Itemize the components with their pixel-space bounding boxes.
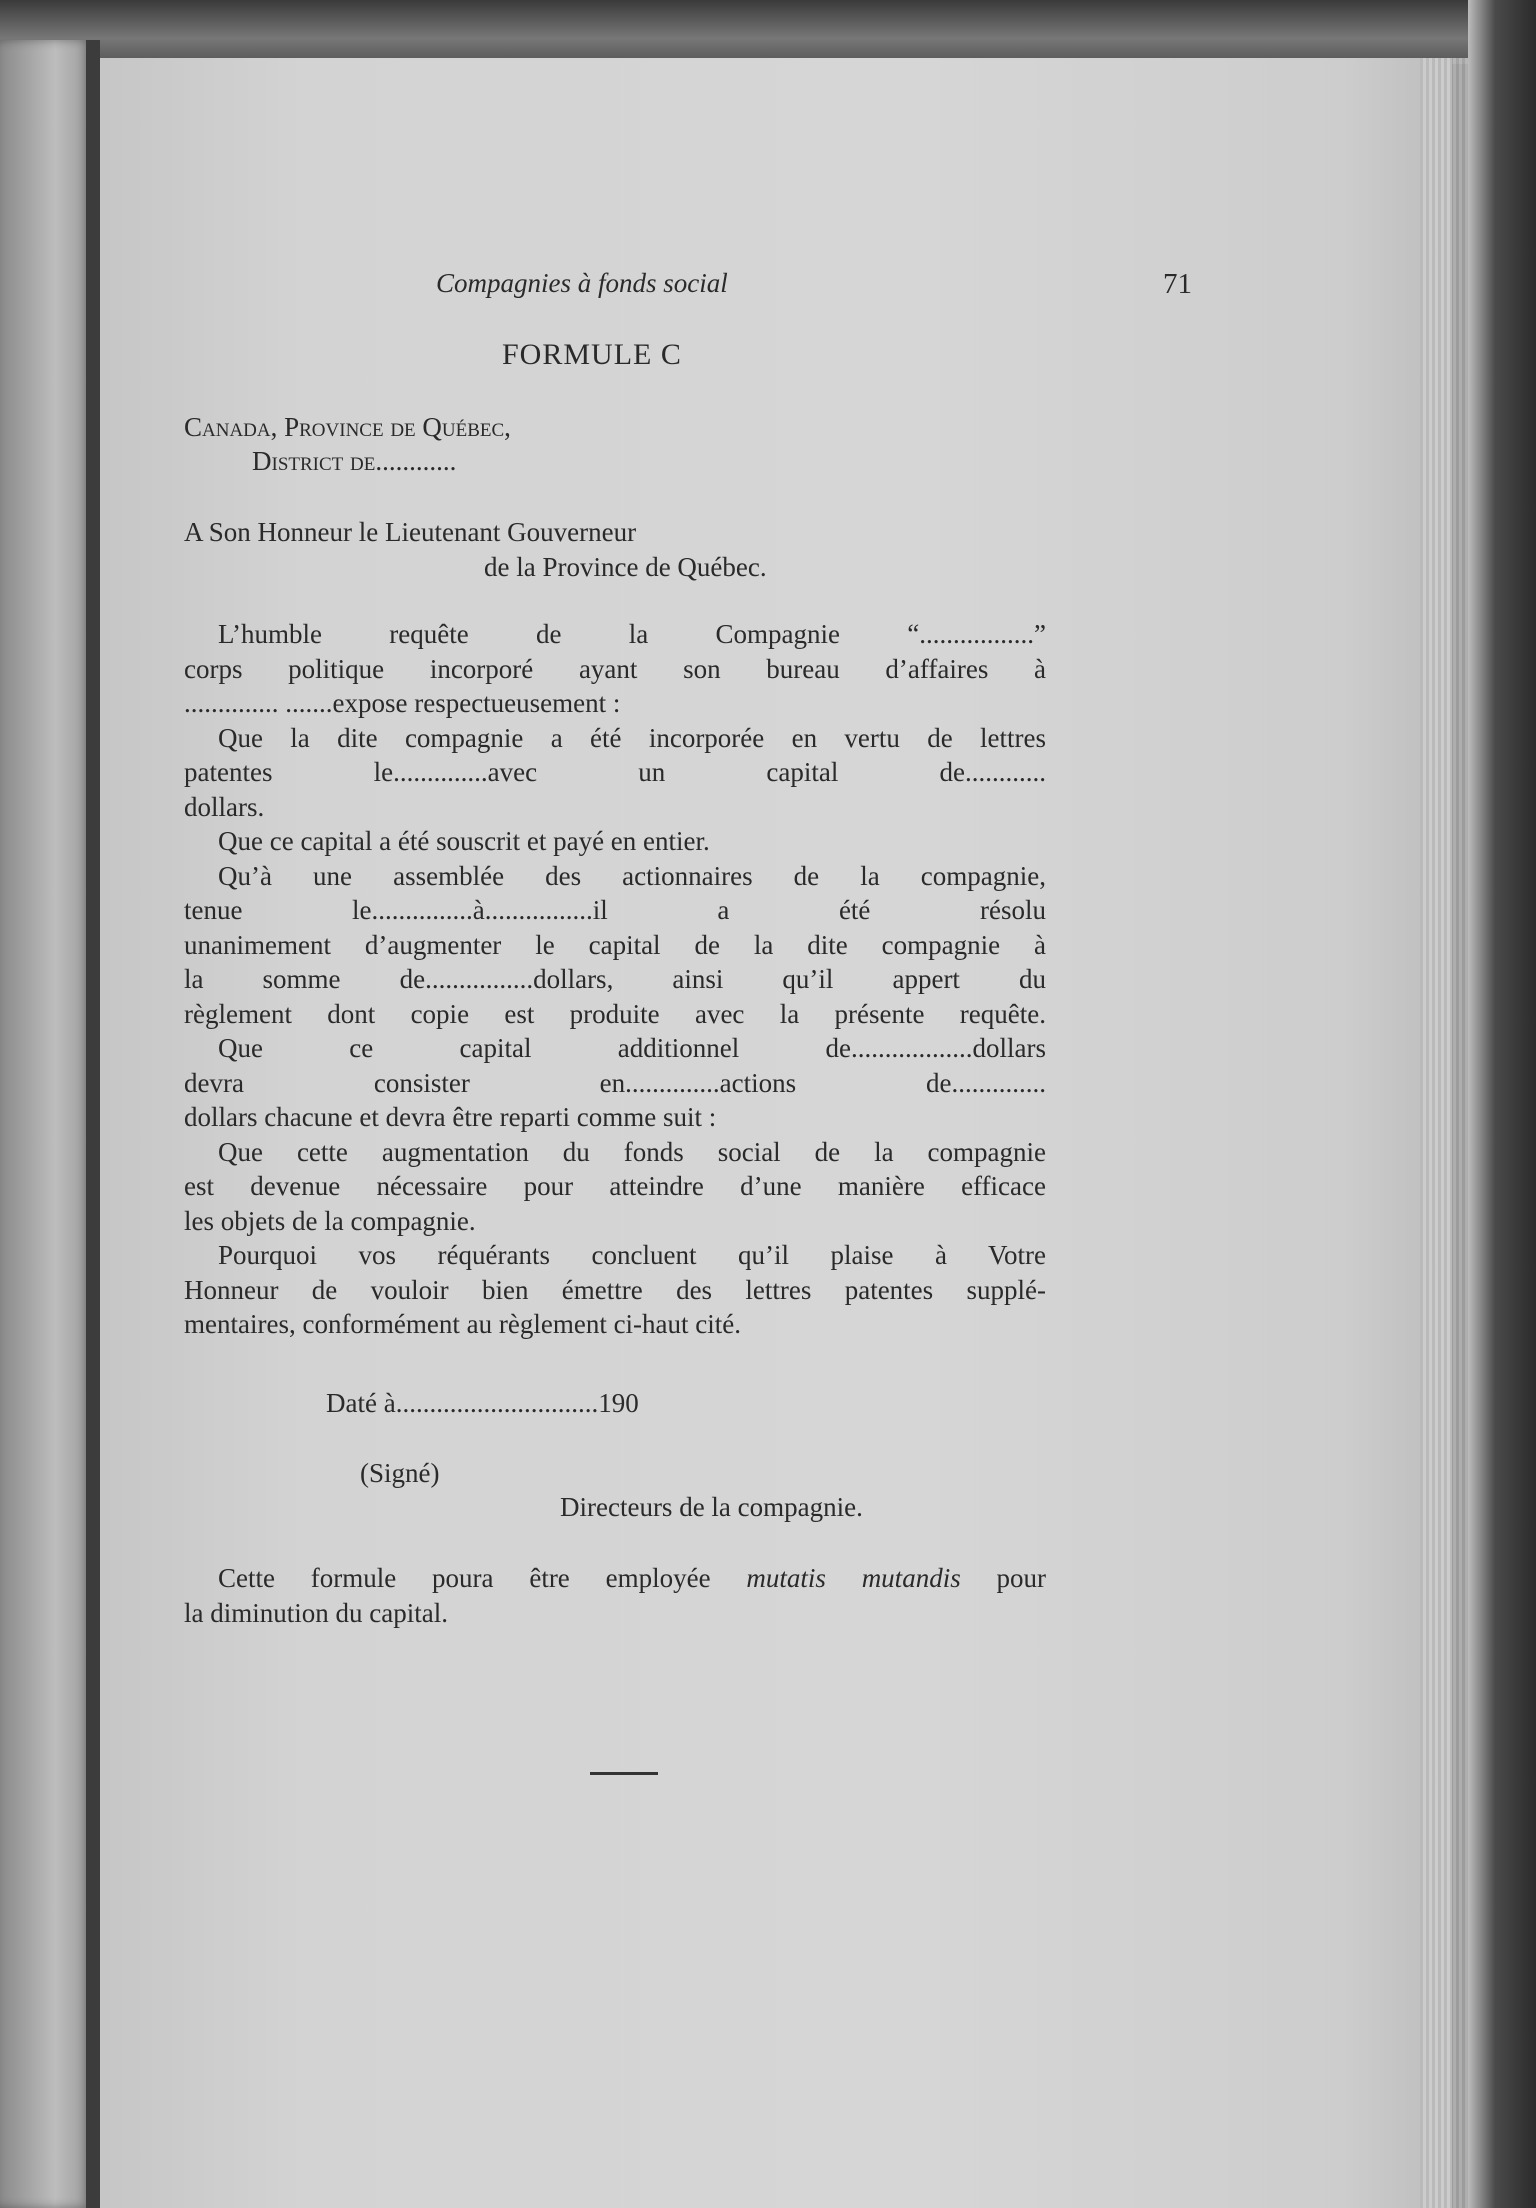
body-line: dollars. (184, 791, 265, 822)
body-line: Que ce capital additionnel de..................dollars (218, 1033, 1046, 1063)
body-line: Qu’à une assemblée des actionnaires de la compagnie, (218, 860, 1046, 891)
book-top-edge (0, 0, 1536, 64)
body-line: corps politique incorporé ayant son bureau d’affaires à (184, 653, 1046, 684)
address-line-2: District de............ (252, 446, 457, 476)
note-line-1: Cette formule poura être employée mutatis mutandis pour (218, 1563, 1047, 1593)
page-number: 71 (1163, 268, 1192, 300)
body-line: règlement dont copie est produite avec la présente requête. (184, 998, 1046, 1029)
body-line: unanimement d’augmenter le capital de la dite compagnie à (184, 929, 1046, 960)
addressee-line-2: de la Province de Québec. (484, 552, 767, 582)
signed-label: (Signé) (360, 1458, 440, 1488)
book-cover-edge (1468, 0, 1536, 2208)
body-line: Honneur de vouloir bien émettre des lettres patentes supplé- (184, 1274, 1046, 1305)
date-line: Daté à..............................190 (326, 1388, 639, 1418)
body-line: Que la dite compagnie a été incorporée en vertu de lettres (218, 722, 1046, 753)
book-gutter (86, 40, 100, 2208)
body-line: les objets de la compagnie. (184, 1205, 476, 1236)
directors-label: Directeurs de la compagnie. (560, 1492, 863, 1522)
facing-page-edge (0, 40, 92, 2208)
body-line: est devenue nécessaire pour atteindre d’une manière efficace (184, 1171, 1046, 1201)
running-header: Compagnies à fonds social (436, 268, 728, 298)
address-line-1: Canada, Province de Québec, (184, 412, 511, 442)
body-line: Pourquoi vos réquérants concluent qu’il plaise à Votre (218, 1240, 1046, 1270)
body-line: .............. .......expose respectueusement : (184, 688, 621, 718)
body-line: patentes le..............avec un capital de............ (184, 757, 1046, 787)
form-title: FORMULE C (502, 338, 682, 371)
body-line: Que cette augmentation du fonds social de la compagnie (218, 1136, 1046, 1167)
body-line: L’humble requête de la Compagnie “.................” (218, 619, 1046, 649)
body-line: Que ce capital a été souscrit et payé en entier. (218, 826, 710, 856)
note-italic-phrase: mutatis mutandis (746, 1563, 961, 1593)
body-line: dollars chacune et devra être reparti comme suit : (184, 1102, 717, 1132)
page-stack-edge (1420, 58, 1468, 2208)
body-line: mentaires, conformément au règlement ci-haut cité. (184, 1309, 742, 1339)
body-line: la somme de................dollars, ainsi qu’il appert du (184, 964, 1046, 994)
closing-rule (590, 1772, 658, 1775)
note-line-2: la diminution du capital. (184, 1597, 448, 1628)
addressee-line-1: A Son Honneur le Lieutenant Gouverneur (184, 517, 637, 547)
note-paragraph (184, 1561, 1046, 1630)
body-line: devra consister en..............actions de.............. (184, 1067, 1046, 1098)
body-line: tenue le...............à................il a été résolu (184, 895, 1046, 925)
petition-body (184, 617, 1046, 1342)
